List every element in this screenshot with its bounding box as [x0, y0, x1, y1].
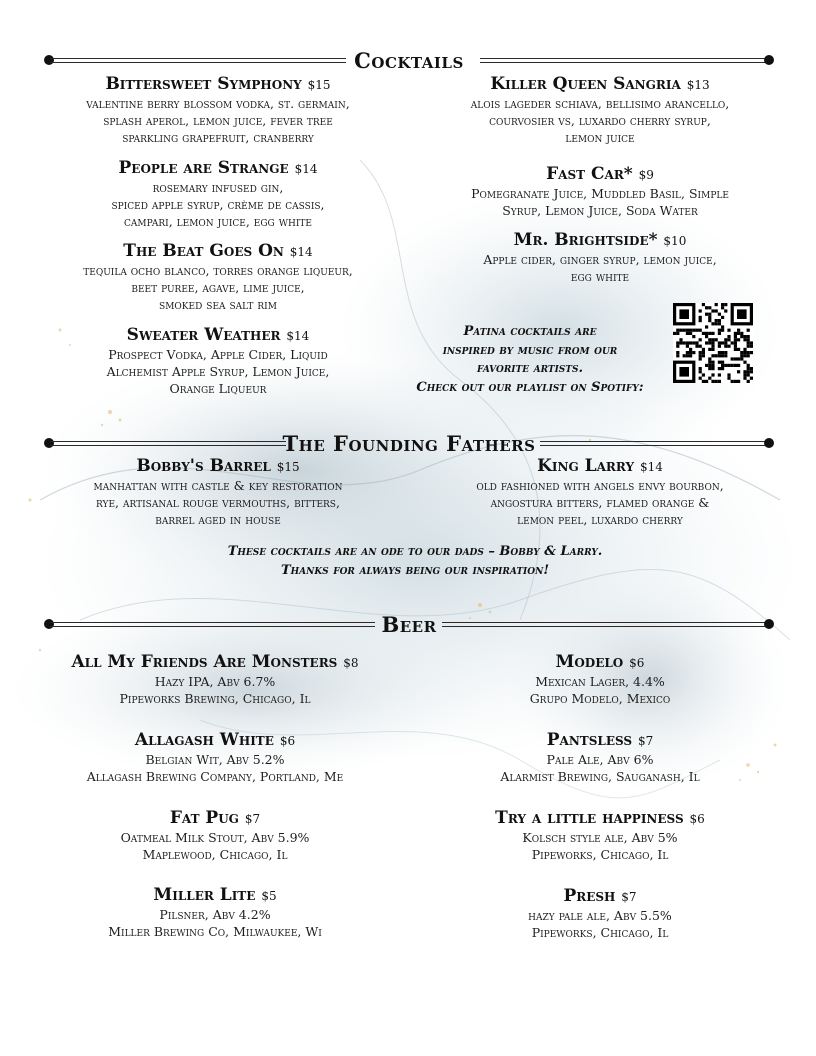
- item-desc-line: tequila ocho blanco, torres orange liqueur,: [83, 263, 353, 278]
- menu-item: [420, 731, 780, 785]
- note-line: inspired by music from our: [442, 342, 618, 358]
- menu-item: [420, 165, 780, 219]
- spotify-note: [392, 323, 668, 397]
- item-name: Bobby's Barrel: [136, 456, 271, 476]
- menu-item: [40, 457, 396, 528]
- menu-item: [30, 886, 400, 940]
- item-desc-line: Apple cider, ginger syrup, lemon juice,: [483, 252, 717, 267]
- item-desc-line: Mexican Lager, 4.4%: [535, 674, 665, 689]
- item-desc-line: courvosier vs, luxardo cherry syrup,: [489, 113, 711, 128]
- section-title: The Founding Fathers: [282, 431, 536, 456]
- item-price: $6: [279, 734, 296, 748]
- item-name: People are Strange: [118, 158, 289, 178]
- item-price: $10: [663, 234, 687, 248]
- item-desc-line: Pilsner, Abv 4.2%: [159, 907, 271, 922]
- item-desc-line: campari, lemon juice, egg white: [124, 214, 312, 229]
- item-desc-line: rye, artisanal rouge vermouths, bitters,: [96, 495, 340, 510]
- beer-header: [44, 613, 774, 637]
- item-desc-line: Belgian Wit, Abv 5.2%: [145, 752, 285, 767]
- note-line: Check out our playlist on Spotify:: [416, 379, 644, 395]
- item-price: $7: [637, 734, 654, 748]
- item-price: $15: [307, 78, 331, 92]
- menu-item: [40, 75, 396, 146]
- menu-item: [30, 653, 400, 707]
- item-desc-line: beet puree, agave, lime juice,: [131, 280, 305, 295]
- item-price: $13: [686, 78, 710, 92]
- item-desc-line: rosemary infused gin,: [152, 180, 284, 195]
- dads-note: [100, 543, 730, 580]
- item-name: Bittersweet Symphony: [105, 74, 302, 94]
- item-desc-line: splash aperol, lemon juice, fever tree: [103, 113, 333, 128]
- item-price: $6: [629, 656, 645, 670]
- item-name: Try a little happiness: [495, 808, 684, 828]
- note-line: Thanks for always being our inspiration!: [280, 562, 550, 578]
- item-name: King Larry: [537, 456, 635, 476]
- founding-fathers-header: [44, 432, 774, 456]
- item-desc-line: Alarmist Brewing, Sauganash, Il: [500, 769, 700, 784]
- qr-code-icon: [673, 303, 753, 383]
- item-price: $7: [244, 812, 261, 826]
- item-desc-line: spiced apple syrup, crème de cassis,: [111, 197, 325, 212]
- item-desc-line: Syrup, Lemon Juice, Soda Water: [502, 203, 698, 218]
- item-price: $14: [286, 329, 310, 343]
- item-desc-line: Allagash Brewing Company, Portland, Me: [86, 769, 344, 784]
- item-name: Killer Queen Sangria: [490, 74, 681, 94]
- menu-item: [30, 809, 400, 863]
- section-title: Beer: [381, 612, 437, 637]
- item-desc-line: barrel aged in house: [155, 512, 281, 527]
- note-line: These cocktails are an ode to our dads – Bobby & Larry.: [227, 544, 603, 559]
- item-price: $9: [638, 168, 654, 182]
- section-title: Cocktails: [354, 48, 464, 73]
- menu-item: [30, 731, 400, 785]
- item-desc-line: egg white: [570, 269, 630, 284]
- menu-item: [420, 653, 780, 707]
- item-name: The Beat Goes On: [123, 241, 284, 261]
- item-price: $8: [343, 656, 359, 670]
- item-desc-line: Pipeworks, Chicago, Il: [531, 847, 669, 862]
- item-desc-line: Grupo Modelo, Mexico: [529, 691, 671, 706]
- item-name: Fat Pug: [169, 808, 239, 828]
- item-price: $14: [639, 460, 663, 474]
- item-desc-line: sparkling grapefruit, cranberry: [122, 130, 314, 145]
- note-line: Patina cocktails are: [463, 324, 597, 339]
- menu-item: [40, 326, 396, 397]
- item-desc-line: hazy pale ale, Abv 5.5%: [528, 908, 672, 923]
- item-desc-line: Pipeworks, Chicago, Il: [531, 925, 669, 940]
- menu-item: [420, 887, 780, 941]
- item-name: Allagash White: [134, 730, 274, 750]
- menu-item: [420, 75, 780, 146]
- item-desc-line: lemon juice: [565, 130, 635, 145]
- item-price: $14: [294, 162, 318, 176]
- item-name: All My Friends Are Monsters: [71, 652, 338, 672]
- item-desc-line: Oatmeal Milk Stout, Abv 5.9%: [120, 830, 310, 845]
- note-line: favorite artists.: [476, 361, 584, 376]
- item-desc-line: Pipeworks Brewing, Chicago, Il: [119, 691, 311, 706]
- item-desc-line: Miller Brewing Co, Milwaukee, Wi: [108, 924, 322, 939]
- item-desc-line: Prospect Vodka, Apple Cider, Liquid: [108, 347, 328, 362]
- item-name: Miller Lite: [153, 885, 256, 905]
- item-name: Mr. Brightside*: [513, 230, 658, 250]
- item-desc-line: Pomegranate Juice, Muddled Basil, Simple: [471, 186, 729, 201]
- item-desc-line: Pale Ale, Abv 6%: [546, 752, 654, 767]
- item-name: Sweater Weather: [126, 325, 281, 345]
- menu-item: [40, 159, 396, 230]
- item-price: $6: [689, 812, 705, 826]
- item-desc-line: alois lageder schiava, bellisimo arancello,: [470, 96, 730, 111]
- menu-item: [420, 809, 780, 863]
- menu-item: [40, 242, 396, 313]
- item-desc-line: manhattan with castle & key restoration: [93, 478, 343, 493]
- item-name: Fast Car*: [546, 164, 633, 184]
- item-price: $7: [621, 890, 637, 904]
- item-desc-line: Maplewood, Chicago, Il: [142, 847, 288, 862]
- menu-item: [420, 231, 780, 285]
- spotify-qr-code[interactable]: [673, 303, 753, 383]
- item-desc-line: valentine berry blossom vodka, st. germain,: [86, 96, 350, 111]
- item-desc-line: Hazy IPA, Abv 6.7%: [154, 674, 276, 689]
- item-desc-line: smoked sea salt rim: [159, 297, 277, 312]
- item-desc-line: lemon peel, luxardo cherry: [517, 512, 683, 527]
- item-name: Presh: [563, 886, 616, 906]
- menu-item: [420, 457, 780, 528]
- item-price: $14: [289, 245, 313, 259]
- item-name: Modelo: [555, 652, 624, 672]
- item-desc-line: Kolsch style ale, Abv 5%: [522, 830, 678, 845]
- item-price: $5: [261, 889, 277, 903]
- item-desc-line: old fashioned with angels envy bourbon,: [476, 478, 724, 493]
- cocktails-header: [44, 49, 774, 73]
- item-price: $15: [276, 460, 300, 474]
- item-desc-line: Orange Liqueur: [169, 381, 267, 396]
- item-desc-line: angostura bitters, flamed orange &: [490, 495, 710, 510]
- item-desc-line: Alchemist Apple Syrup, Lemon Juice,: [106, 364, 330, 379]
- item-name: Pantsless: [546, 730, 633, 750]
